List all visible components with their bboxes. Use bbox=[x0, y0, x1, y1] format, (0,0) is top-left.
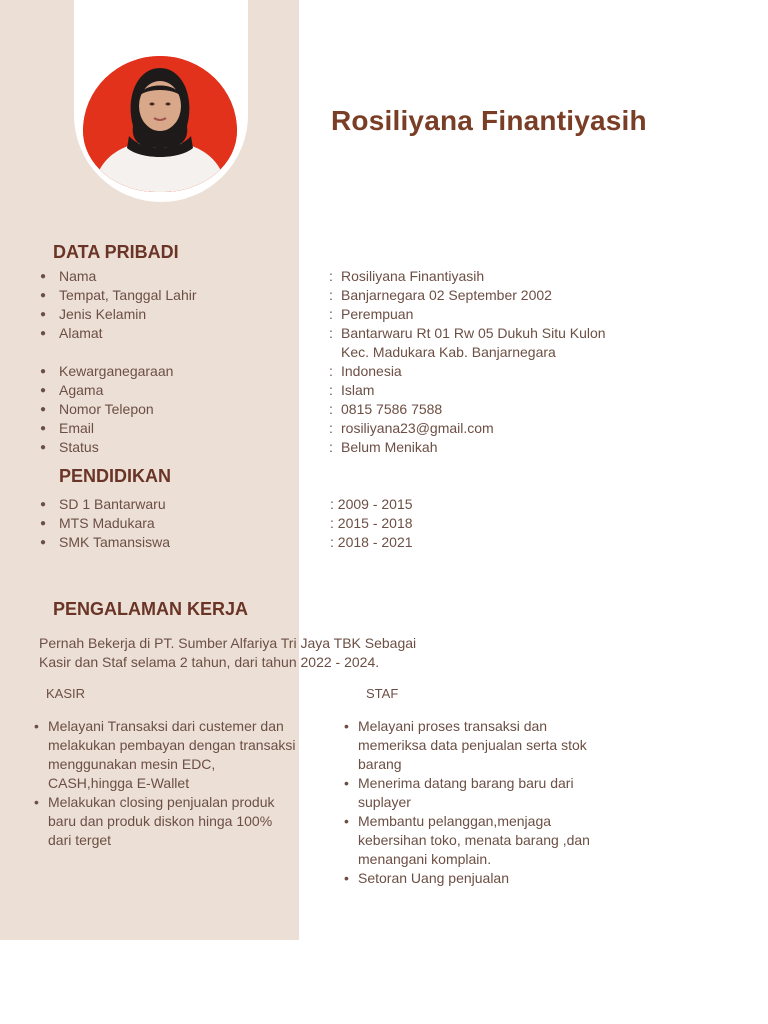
field-label: Jenis Kelamin bbox=[59, 306, 147, 322]
list-item: • Menerima datang barang baru dari suplayer bbox=[344, 774, 609, 812]
bullet-icon: ● bbox=[40, 537, 47, 548]
field-value: Banjarnegara 02 September 2002 bbox=[341, 287, 552, 303]
list-item: • Melakukan closing penjualan produk baru dan produk diskon hinga 100% dari terget bbox=[34, 793, 299, 850]
colon: : bbox=[329, 287, 333, 303]
bullet-icon: ● bbox=[40, 271, 47, 282]
field-label: Agama bbox=[59, 382, 104, 398]
bullet-icon: ● bbox=[40, 499, 47, 510]
school-name: MTS Madukara bbox=[59, 515, 155, 531]
list-item: • Melayani Transaksi dari custemer dan melakukan pembayan dengan transaksi menggunakan mesin EDC, CASH,hingga E-Wallet bbox=[34, 717, 299, 793]
field-value: Belum Menikah bbox=[341, 439, 438, 455]
colon: : bbox=[329, 439, 333, 455]
field-value: rosiliyana23@gmail.com bbox=[341, 420, 494, 436]
colon: : bbox=[329, 363, 333, 379]
colon: : bbox=[329, 268, 333, 284]
bullet-icon: ● bbox=[40, 423, 47, 434]
bullet-icon: ● bbox=[40, 385, 47, 396]
list-item: • Membantu pelanggan,menjaga kebersihan toko, menata barang ,dan menangani komplain. bbox=[344, 812, 609, 869]
school-name: SD 1 Bantarwaru bbox=[59, 496, 166, 512]
section-heading-pendidikan: PENDIDIKAN bbox=[59, 466, 172, 486]
field-value: Islam bbox=[341, 382, 375, 398]
colon: : bbox=[329, 306, 333, 322]
field-label: Nama bbox=[59, 268, 97, 284]
school-years: : 2018 - 2021 bbox=[330, 534, 413, 550]
resume-name: Rosiliyana Finantiyasih bbox=[331, 105, 647, 136]
field-value: 0815 7586 7588 bbox=[341, 401, 443, 417]
bullet-icon: ● bbox=[40, 309, 47, 320]
field-label: Tempat, Tanggal Lahir bbox=[59, 287, 197, 303]
bullet-icon: ● bbox=[40, 404, 47, 415]
bullet-icon: ● bbox=[40, 328, 47, 339]
staf-heading: STAF bbox=[366, 686, 399, 701]
field-label: Email bbox=[59, 420, 95, 436]
list-item: • Melayani proses transaksi dan memeriksa data penjualan serta stok barang bbox=[344, 717, 609, 774]
colon: : bbox=[329, 325, 333, 341]
colon: : bbox=[329, 382, 333, 398]
list-item: • Setoran Uang penjualan bbox=[344, 869, 609, 888]
field-value: Rosiliyana Finantiyasih bbox=[341, 268, 485, 284]
school-years: : 2009 - 2015 bbox=[330, 496, 413, 512]
experience-intro-line-2: Kasir dan Staf selama 2 tahun, dari tahun 2022 - 2024. bbox=[39, 654, 380, 670]
bullet-icon: ● bbox=[40, 290, 47, 301]
section-heading-pengalaman-kerja: PENGALAMAN KERJA bbox=[53, 599, 249, 619]
field-value: Bantarwaru Rt 01 Rw 05 Dukuh Situ Kulon bbox=[341, 325, 606, 341]
experience-intro-line-1: Pernah Bekerja di PT. Sumber Alfariya Tri Jaya TBK Sebagai bbox=[39, 635, 417, 651]
field-value: Indonesia bbox=[341, 363, 402, 379]
bullet-icon: ● bbox=[40, 366, 47, 377]
field-value: Perempuan bbox=[341, 306, 414, 322]
kasir-heading: KASIR bbox=[46, 686, 86, 701]
school-name: SMK Tamansiswa bbox=[59, 534, 171, 550]
school-years: : 2015 - 2018 bbox=[330, 515, 413, 531]
field-label: Kewarganegaraan bbox=[59, 363, 174, 379]
colon: : bbox=[329, 401, 333, 417]
field-label: Nomor Telepon bbox=[59, 401, 154, 417]
field-value: Kec. Madukara Kab. Banjarnegara bbox=[341, 344, 556, 360]
kasir-duty-list bbox=[34, 717, 299, 850]
bullet-icon: ● bbox=[40, 518, 47, 529]
field-label: Alamat bbox=[59, 325, 103, 341]
bullet-icon: ● bbox=[40, 442, 47, 453]
section-heading-data-pribadi: DATA PRIBADI bbox=[53, 242, 179, 262]
profile-photo bbox=[83, 56, 237, 192]
staf-duty-list bbox=[344, 717, 609, 888]
field-label: Status bbox=[59, 439, 99, 455]
colon: : bbox=[329, 420, 333, 436]
